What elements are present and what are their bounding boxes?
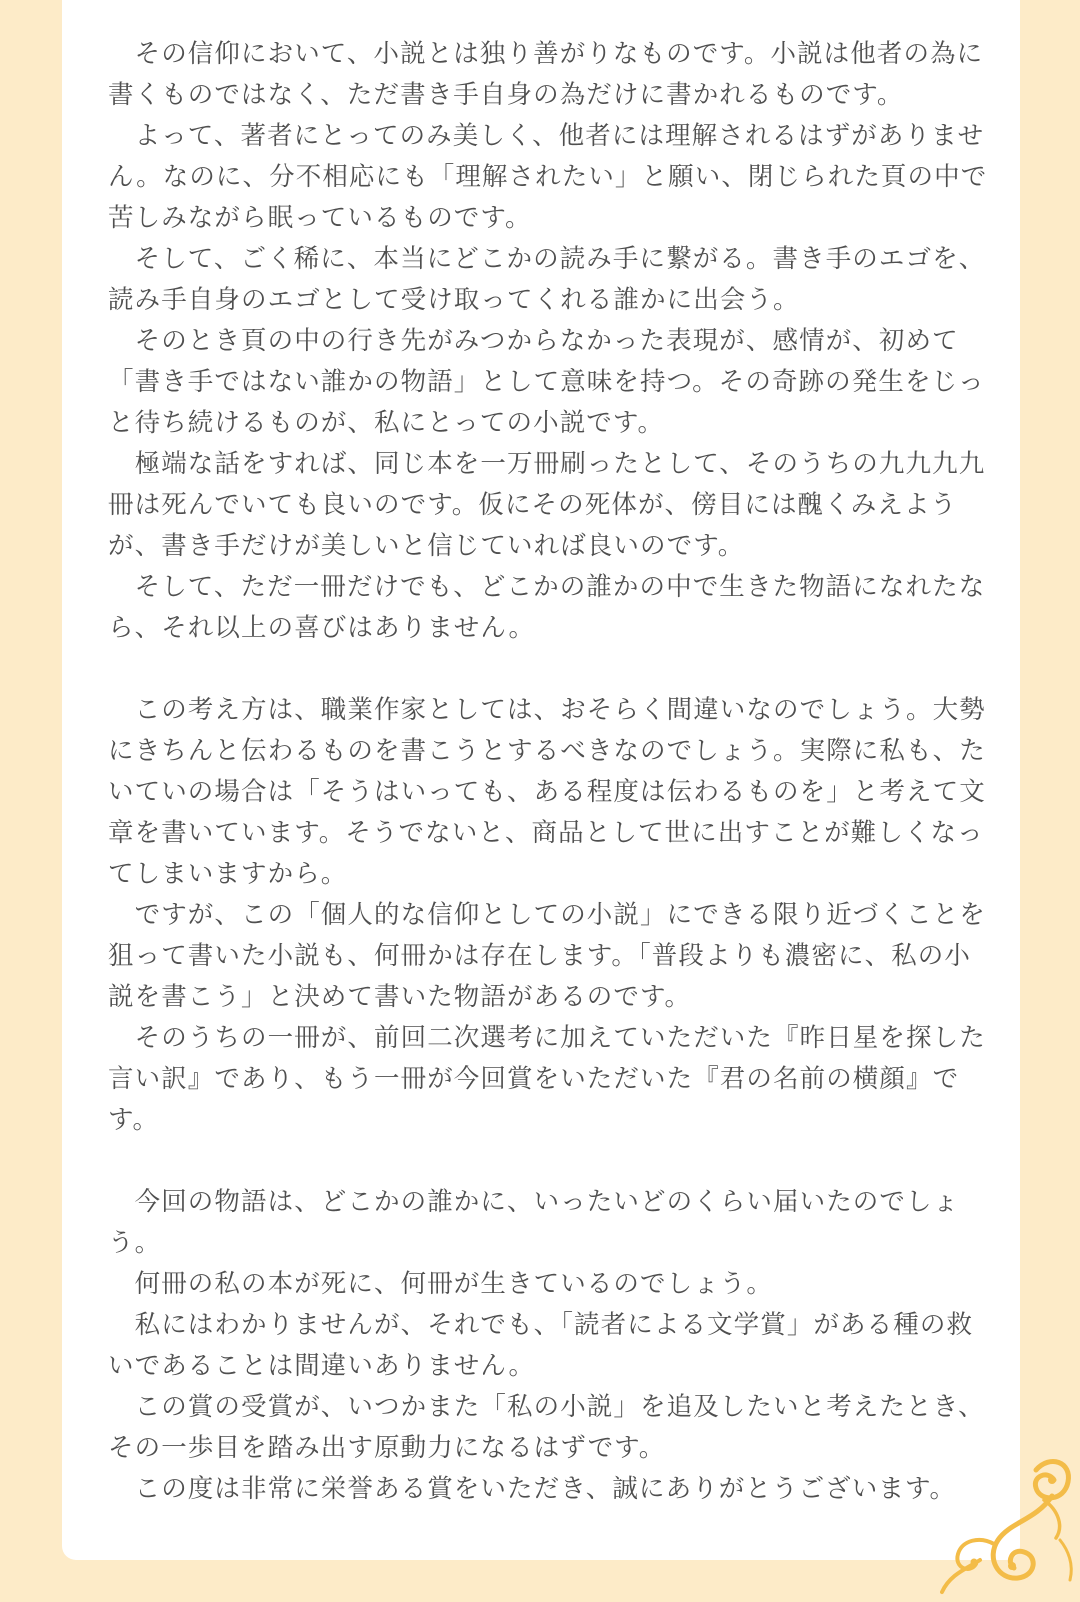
text-line: す。: [108, 1105, 160, 1135]
text-line: 今回の物語は、どこかの誰かに、いったいどのくらい届いたのでしょ: [108, 1187, 960, 1217]
text-line: そのとき頁の中の行き先がみつからなかった表現が、感情が、初めて: [108, 326, 959, 356]
text-line: 「書き手ではない誰かの物語」として意味を持つ。その奇跡の発生をじっ: [108, 367, 985, 397]
text-line: よって、著者にとってのみ美しく、他者には理解されるはずがありませ: [108, 121, 985, 151]
paragraph-gap: [108, 1141, 968, 1182]
text-line: 書くものではなく、ただ書き手自身の為だけに書かれるものです。: [108, 80, 904, 110]
text-line: いであることは間違いありません。: [108, 1351, 536, 1381]
text-line: 狙って書いた小説も、何冊かは存在します。「普段よりも濃密に、私の小: [108, 941, 972, 971]
text-line: そして、ただ一冊だけでも、どこかの誰かの中で生きた物語になれたな: [108, 572, 986, 602]
text-line: いていの場合は「そうはいっても、ある程度は伝わるものを」と考えて文: [108, 777, 986, 807]
paragraph-gap: [108, 649, 968, 690]
text-line: 章を書いています。そうでないと、商品として世に出すことが難しくなっ: [108, 818, 984, 848]
text-line: ら、それ以上の喜びはありません。: [108, 613, 536, 643]
text-line: が、書き手だけが美しいと信じていれば良いのです。: [108, 531, 745, 561]
text-line: 苦しみながら眠っているものです。: [108, 203, 532, 233]
text-line: ん。なのに、分不相応にも「理解されたい」と願い、閉じられた頁の中で: [108, 162, 988, 192]
text-line: 説を書こう」と決めて書いた物語があるのです。: [108, 982, 692, 1012]
text-line: と待ち続けるものが、私にとっての小説です。: [108, 408, 665, 438]
text-line: その一歩目を踏み出す原動力になるはずです。: [108, 1433, 666, 1463]
text-line: その信仰において、小説とは独り善がりなものです。小説は他者の為に: [108, 39, 984, 69]
text-line: にきちんと伝わるものを書こうとするべきなのでしょう。実際に私も、た: [108, 736, 986, 766]
text-line: そのうちの一冊が、前回二次選考に加えていただいた『昨日星を探した: [108, 1023, 986, 1053]
text-line: 言い訳』であり、もう一冊が今回賞をいただいた『君の名前の横顔』で: [108, 1064, 960, 1094]
text-line: 冊は死んでいても良いのです。仮にその死体が、傍目には醜くみえよう: [108, 490, 958, 520]
text-line: 読み手自身のエゴとして受け取ってくれる誰かに出会う。: [108, 285, 800, 315]
flourish-ornament-icon: [940, 1440, 1080, 1602]
text-line: う。: [108, 1228, 162, 1258]
text-line: この考え方は、職業作家としては、おそらく間違いなのでしょう。大勢: [108, 695, 986, 725]
text-line: てしまいますから。: [108, 859, 348, 889]
text-line: そして、ごく稀に、本当にどこかの読み手に繋がる。書き手のエゴを、: [108, 244, 986, 274]
text-line: この度は非常に栄誉ある賞をいただき、誠にありがとうございます。: [108, 1474, 957, 1504]
text-line: 何冊の私の本が死に、何冊が生きているのでしょう。: [108, 1269, 774, 1299]
text-line: 極端な話をすれば、同じ本を一万冊刷ったとして、そのうちの九九九九: [108, 449, 986, 479]
article-body: [108, 34, 988, 1510]
text-line: ですが、この「個人的な信仰としての小説」にできる限り近づくことを: [108, 900, 986, 930]
text-line: 私にはわかりませんが、それでも、「読者による文学賞」がある種の救: [108, 1310, 974, 1340]
text-line: この賞の受賞が、いつかまた「私の小説」を追及したいと考えたとき、: [108, 1392, 985, 1422]
